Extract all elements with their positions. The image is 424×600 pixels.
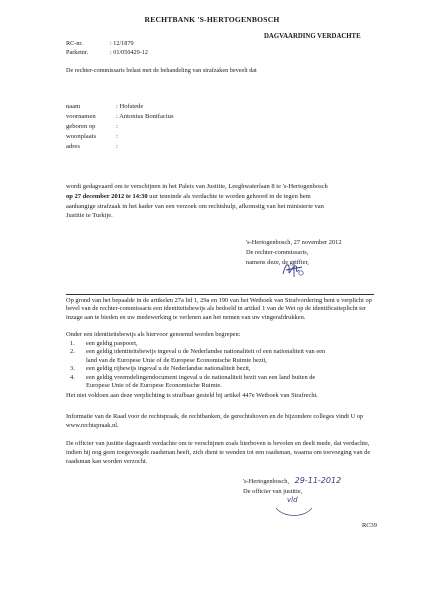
summons-line-4: Justitie te Turkije. [66,212,113,220]
id-list-item-2-cont: land van de Europese Unie of de Europese Economische Ruimte bezit, [86,356,267,364]
id-list-item-1: 1. een geldig paspoort, [70,340,138,347]
parket-number-value: : 01/050429-12 [110,49,148,56]
summons-date: op 27 december 2012 te 14:30 [66,192,148,200]
person-voornamen-row [66,113,174,120]
form-code: RC39 [362,522,377,529]
summons-line-1: wordt gedagvaard om te verschijnen in het Paleis van Justitie, Leeghwaterlaan 8 te 's-Hertogenbosch [66,183,328,190]
officer-paragraph: De officier van justitie dagvaardt verdachte om te verschijnen zoals hierboven is bevolen en deelt mede, dat verdachte, indien hij nog geen toegevoegde raadsman heeft, zich dient te wenden tot een raadsman, waarna om toevoeging van de raadsman kan worden verzocht. [66,440,371,466]
woonplaats-value: : [116,133,118,140]
id-notice-paragraph: Op grond van het bepaalde in de artikelen 27a lid 1, 29a en 190 van het Wetboek van Strafvordering bent u verplicht op bevel van de rechter-commissaris een identiteitsbewijs als bedoeld in artikel 1 van de Wet op de identificatieplicht ter inzage aan te bieden en uw medewerking te verlenen aan het nemen van uw vingerafdrukken. [66,297,372,321]
voornamen-label: voornamen [66,113,96,120]
rc-number-value: : 12/1879 [110,40,134,47]
id-list-item-4: 4. een geldig vreemdelingendocument ingeval u de nationaliteit bezit van een land buiten de [70,373,316,381]
summons-line-3: aanhangige strafzaak in het kader van een verzoek om rechtshulp, afkomstig van het ministerie van [66,202,324,210]
adres-label: adres [66,143,80,150]
naam-value: : Hofstede [116,103,144,110]
summons-line-2: uur teneinde als verdachte te worden gehoord in de tegen hem [147,192,311,200]
person-naam-row [66,103,143,110]
woonplaats-label: woonplaats [66,133,97,140]
id-list-item-4-cont: Europese Unie of de Europese Economische Ruimte. [86,382,222,390]
rc-number-row [66,40,134,47]
griffier-signature-image [280,258,306,280]
officer-stamp-mark [274,496,314,518]
geboren-label: geboren op [66,123,96,130]
closing-handwritten-date: 29-11-2012 [294,476,342,485]
signature-place-date: 's-Hertogenbosch, 27 november 2012 [246,239,342,246]
info-paragraph: Informatie van de Raad voor de rechtspraak, de rechtbanken, de gerechtshoven en de bijzondere colleges vindt U op www.rechtspraak.nl. [66,413,364,430]
closing-place: 's-Hertogenbosch, [243,478,290,485]
document-type: DAGVAARDING VERDACHTE [264,33,361,40]
id-list-item-2: 2. een geldig identiteitsbewijs ingeval u de Nederlandse nationaliteit of een nationaliteit van een [70,348,326,356]
summons-paragraph [66,182,376,221]
parket-number-row [66,49,148,56]
person-adres-row [66,143,118,150]
naam-label: naam [66,103,81,110]
section-divider [66,294,374,295]
rc-number-label: RC-nr. [66,40,83,47]
id-penalty-text: Het niet voldoen aan deze verplichting is strafbaar gesteld bij artikel 447e Wetboek van Strafrecht. [66,392,318,399]
geboren-value: : [116,123,118,130]
parket-number-label: Parketnr. [66,49,89,56]
person-woonplaats-row [66,133,118,140]
person-geboren-row [66,123,118,130]
adres-value: : [116,143,118,150]
closing-role: De officier van justitie, [243,487,303,495]
signature-on-behalf: namens deze, de griffier, [246,258,309,266]
court-name: RECHTBANK 'S-HERTOGENBOSCH [144,15,280,24]
id-list-intro: Onder een identiteitsbewijs als hiervoor genoemd worden begrepen: [66,331,241,338]
intro-text: De rechter-commissaris belast met de behandeling van strafzaken beveelt dat [66,67,257,74]
voornamen-value: : Antonius Bonifacius [116,113,174,120]
closing-handwritten-initials: vld [287,495,298,504]
id-list [66,340,376,390]
id-list-item-3: 3. een geldig rijbewijs ingeval u de Nederlandse nationaliteit bezit, [70,365,251,373]
closing-place-row [243,476,341,487]
signature-role: De rechter-commissaris, [246,248,309,256]
